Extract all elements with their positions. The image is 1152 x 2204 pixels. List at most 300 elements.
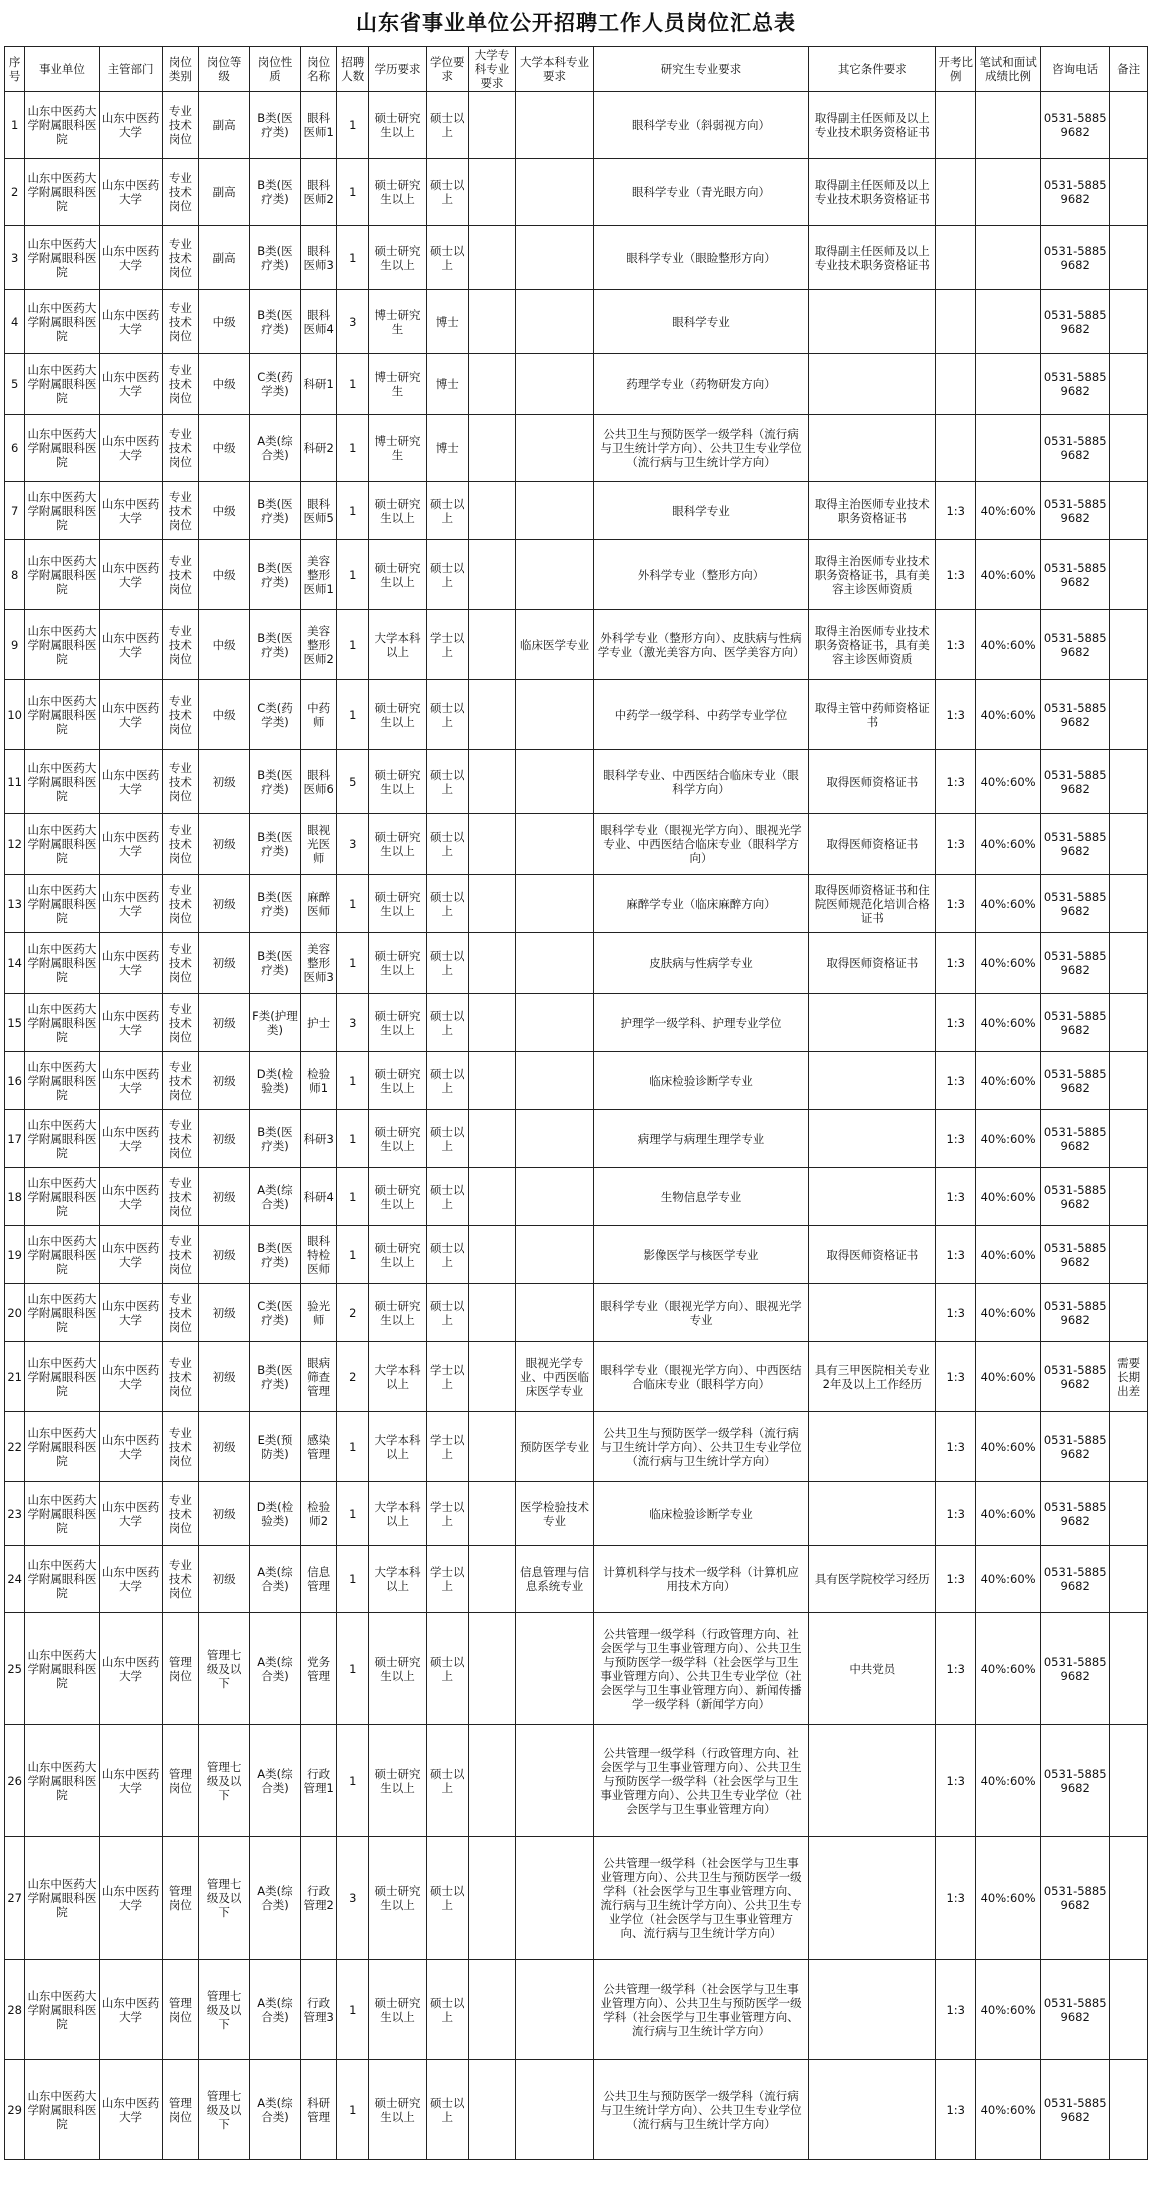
cell-degree: 硕士以上 xyxy=(426,482,468,540)
cell-other-requirements: 取得医师资格证书 xyxy=(809,814,936,875)
cell-level: 初级 xyxy=(199,994,250,1052)
cell-bachelor-major xyxy=(516,1168,593,1226)
cell-degree: 学士以上 xyxy=(426,1412,468,1482)
cell-college-major xyxy=(468,92,516,159)
cell-bachelor-major xyxy=(516,814,593,875)
cell-note xyxy=(1110,1837,1148,1960)
cell-exam-ratio: 1:3 xyxy=(936,1110,976,1168)
cell-dept: 山东中医药大学 xyxy=(99,92,162,159)
cell-nature: B类(医疗类) xyxy=(250,226,301,290)
cell-note xyxy=(1110,680,1148,750)
cell-dept: 山东中医药大学 xyxy=(99,1168,162,1226)
cell-score-ratio: 40%:60% xyxy=(976,1546,1041,1613)
cell-score-ratio: 40%:60% xyxy=(976,610,1041,680)
col-header-no: 序号 xyxy=(5,47,25,92)
cell-exam-ratio: 1:3 xyxy=(936,482,976,540)
cell-level: 中级 xyxy=(199,610,250,680)
cell-level: 初级 xyxy=(199,1284,250,1342)
table-row xyxy=(5,1110,1148,1168)
cell-count: 1 xyxy=(337,1168,369,1226)
cell-college-major xyxy=(468,1837,516,1960)
cell-score-ratio: 40%:60% xyxy=(976,1226,1041,1284)
cell-graduate-major: 公共卫生与预防医学一级学科（流行病与卫生统计学方向）、公共卫生专业学位（流行病与卫生统计学方向） xyxy=(593,1412,809,1482)
cell-dept: 山东中医药大学 xyxy=(99,482,162,540)
cell-phone: 0531-58859682 xyxy=(1041,540,1110,610)
cell-bachelor-major xyxy=(516,415,593,482)
cell-score-ratio: 40%:60% xyxy=(976,1960,1041,2060)
cell-education: 大学本科以上 xyxy=(368,610,426,680)
cell-education: 硕士研究生以上 xyxy=(368,680,426,750)
cell-degree: 博士 xyxy=(426,415,468,482)
cell-position-name: 美容整形医师2 xyxy=(300,610,337,680)
cell-exam-ratio: 1:3 xyxy=(936,1052,976,1110)
cell-exam-ratio: 1:3 xyxy=(936,1412,976,1482)
cell-education: 硕士研究生以上 xyxy=(368,92,426,159)
table-row xyxy=(5,750,1148,814)
table-row xyxy=(5,354,1148,415)
cell-other-requirements xyxy=(809,1284,936,1342)
cell-no: 18 xyxy=(5,1168,25,1226)
cell-degree: 硕士以上 xyxy=(426,1110,468,1168)
cell-college-major xyxy=(468,1284,516,1342)
cell-count: 1 xyxy=(337,1960,369,2060)
cell-nature: A类(综合类) xyxy=(250,2060,301,2160)
table-body xyxy=(5,92,1148,2160)
cell-note xyxy=(1110,540,1148,610)
cell-note xyxy=(1110,415,1148,482)
cell-note xyxy=(1110,814,1148,875)
cell-phone: 0531-58859682 xyxy=(1041,2060,1110,2160)
cell-other-requirements xyxy=(809,1837,936,1960)
cell-graduate-major: 公共管理一级学科（社会医学与卫生事业管理方向）、公共卫生与预防医学一级学科（社会医学与卫生事业管理方向、流行病与卫生统计学方向） xyxy=(593,1960,809,2060)
col-header-count: 招聘人数 xyxy=(337,47,369,92)
cell-no: 10 xyxy=(5,680,25,750)
cell-bachelor-major xyxy=(516,226,593,290)
table-row xyxy=(5,2060,1148,2160)
cell-level: 中级 xyxy=(199,290,250,354)
cell-dept: 山东中医药大学 xyxy=(99,680,162,750)
cell-unit: 山东中医药大学附属眼科医院 xyxy=(25,680,99,750)
cell-level: 中级 xyxy=(199,415,250,482)
cell-score-ratio xyxy=(976,415,1041,482)
cell-bachelor-major xyxy=(516,994,593,1052)
cell-other-requirements: 取得主治医师专业技术职务资格证书，具有美容主诊医师资质 xyxy=(809,540,936,610)
col-header-level: 岗位等级 xyxy=(199,47,250,92)
cell-other-requirements: 具有三甲医院相关专业2年及以上工作经历 xyxy=(809,1342,936,1412)
cell-note xyxy=(1110,994,1148,1052)
table-row xyxy=(5,1613,1148,1725)
cell-bachelor-major xyxy=(516,1837,593,1960)
cell-graduate-major: 眼科学专业、中西医结合临床专业（眼科学方向） xyxy=(593,750,809,814)
cell-count: 3 xyxy=(337,994,369,1052)
cell-exam-ratio: 1:3 xyxy=(936,1613,976,1725)
cell-no: 9 xyxy=(5,610,25,680)
cell-count: 3 xyxy=(337,1837,369,1960)
cell-level: 副高 xyxy=(199,92,250,159)
cell-degree: 硕士以上 xyxy=(426,1725,468,1837)
cell-count: 1 xyxy=(337,1110,369,1168)
cell-graduate-major: 眼科学专业 xyxy=(593,482,809,540)
cell-other-requirements: 取得主治医师专业技术职务资格证书，具有美容主诊医师资质 xyxy=(809,610,936,680)
cell-score-ratio: 40%:60% xyxy=(976,814,1041,875)
cell-no: 1 xyxy=(5,92,25,159)
cell-bachelor-major xyxy=(516,92,593,159)
cell-bachelor-major xyxy=(516,680,593,750)
cell-education: 大学本科以上 xyxy=(368,1412,426,1482)
cell-no: 29 xyxy=(5,2060,25,2160)
cell-score-ratio: 40%:60% xyxy=(976,680,1041,750)
cell-exam-ratio: 1:3 xyxy=(936,994,976,1052)
cell-college-major xyxy=(468,750,516,814)
cell-college-major xyxy=(468,482,516,540)
table-row xyxy=(5,1546,1148,1613)
cell-dept: 山东中医药大学 xyxy=(99,1613,162,1725)
cell-nature: B类(医疗类) xyxy=(250,1226,301,1284)
cell-level: 初级 xyxy=(199,814,250,875)
cell-education: 硕士研究生以上 xyxy=(368,226,426,290)
cell-note xyxy=(1110,482,1148,540)
cell-degree: 硕士以上 xyxy=(426,2060,468,2160)
cell-note xyxy=(1110,226,1148,290)
cell-college-major xyxy=(468,1052,516,1110)
cell-no: 4 xyxy=(5,290,25,354)
cell-graduate-major: 公共卫生与预防医学一级学科（流行病与卫生统计学方向）、公共卫生专业学位（流行病与卫生统计学方向） xyxy=(593,2060,809,2160)
cell-phone: 0531-58859682 xyxy=(1041,1613,1110,1725)
cell-education: 硕士研究生以上 xyxy=(368,1168,426,1226)
cell-bachelor-major xyxy=(516,482,593,540)
cell-nature: B类(医疗类) xyxy=(250,290,301,354)
table-row xyxy=(5,226,1148,290)
table-row xyxy=(5,1960,1148,2060)
cell-count: 2 xyxy=(337,1342,369,1412)
cell-no: 23 xyxy=(5,1482,25,1546)
cell-nature: A类(综合类) xyxy=(250,415,301,482)
cell-score-ratio: 40%:60% xyxy=(976,1613,1041,1725)
cell-note xyxy=(1110,933,1148,994)
cell-other-requirements: 中共党员 xyxy=(809,1613,936,1725)
cell-no: 3 xyxy=(5,226,25,290)
cell-college-major xyxy=(468,290,516,354)
cell-bachelor-major xyxy=(516,1284,593,1342)
cell-bachelor-major xyxy=(516,875,593,933)
cell-count: 5 xyxy=(337,750,369,814)
cell-category: 专业技术岗位 xyxy=(162,814,199,875)
cell-score-ratio: 40%:60% xyxy=(976,1052,1041,1110)
cell-nature: A类(综合类) xyxy=(250,1546,301,1613)
cell-education: 硕士研究生以上 xyxy=(368,2060,426,2160)
cell-position-name: 眼科特检医师 xyxy=(300,1226,337,1284)
cell-no: 15 xyxy=(5,994,25,1052)
cell-degree: 硕士以上 xyxy=(426,994,468,1052)
cell-unit: 山东中医药大学附属眼科医院 xyxy=(25,1837,99,1960)
cell-score-ratio: 40%:60% xyxy=(976,482,1041,540)
cell-other-requirements xyxy=(809,1052,936,1110)
cell-dept: 山东中医药大学 xyxy=(99,814,162,875)
cell-dept: 山东中医药大学 xyxy=(99,1482,162,1546)
col-header-college-major: 大学专科专业要求 xyxy=(468,47,516,92)
cell-position-name: 科研4 xyxy=(300,1168,337,1226)
cell-education: 大学本科以上 xyxy=(368,1342,426,1412)
cell-dept: 山东中医药大学 xyxy=(99,226,162,290)
cell-exam-ratio: 1:3 xyxy=(936,1837,976,1960)
cell-unit: 山东中医药大学附属眼科医院 xyxy=(25,750,99,814)
col-header-phone: 咨询电话 xyxy=(1041,47,1110,92)
cell-education: 博士研究生 xyxy=(368,415,426,482)
cell-no: 22 xyxy=(5,1412,25,1482)
page-title: 山东省事业单位公开招聘工作人员岗位汇总表 xyxy=(356,11,796,35)
cell-education: 硕士研究生以上 xyxy=(368,1110,426,1168)
positions-table xyxy=(4,46,1148,2160)
cell-education: 硕士研究生以上 xyxy=(368,994,426,1052)
cell-phone: 0531-58859682 xyxy=(1041,1482,1110,1546)
cell-category: 专业技术岗位 xyxy=(162,1052,199,1110)
cell-position-name: 眼科医师2 xyxy=(300,159,337,226)
cell-bachelor-major xyxy=(516,1613,593,1725)
cell-count: 2 xyxy=(337,1284,369,1342)
cell-count: 1 xyxy=(337,875,369,933)
cell-category: 管理岗位 xyxy=(162,1725,199,1837)
cell-degree: 硕士以上 xyxy=(426,814,468,875)
cell-position-name: 护士 xyxy=(300,994,337,1052)
cell-dept: 山东中医药大学 xyxy=(99,1412,162,1482)
cell-degree: 硕士以上 xyxy=(426,1837,468,1960)
cell-education: 硕士研究生以上 xyxy=(368,933,426,994)
cell-phone: 0531-58859682 xyxy=(1041,933,1110,994)
cell-graduate-major: 药理学专业（药物研发方向） xyxy=(593,354,809,415)
cell-college-major xyxy=(468,1412,516,1482)
cell-nature: B类(医疗类) xyxy=(250,159,301,226)
cell-graduate-major: 眼科学专业（青光眼方向） xyxy=(593,159,809,226)
cell-no: 8 xyxy=(5,540,25,610)
cell-degree: 博士 xyxy=(426,354,468,415)
cell-score-ratio xyxy=(976,159,1041,226)
cell-note: 需要长期出差 xyxy=(1110,1342,1148,1412)
cell-college-major xyxy=(468,1960,516,2060)
cell-graduate-major: 外科学专业（整形方向） xyxy=(593,540,809,610)
cell-graduate-major: 中药学一级学科、中药学专业学位 xyxy=(593,680,809,750)
cell-dept: 山东中医药大学 xyxy=(99,1110,162,1168)
cell-degree: 硕士以上 xyxy=(426,875,468,933)
col-header-bachelor-major: 大学本科专业要求 xyxy=(516,47,593,92)
cell-note xyxy=(1110,354,1148,415)
cell-college-major xyxy=(468,610,516,680)
col-header-dept: 主管部门 xyxy=(99,47,162,92)
cell-other-requirements xyxy=(809,994,936,1052)
cell-education: 硕士研究生以上 xyxy=(368,750,426,814)
cell-level: 中级 xyxy=(199,540,250,610)
cell-category: 专业技术岗位 xyxy=(162,226,199,290)
table-row xyxy=(5,1837,1148,1960)
cell-count: 1 xyxy=(337,1052,369,1110)
cell-position-name: 感染管理 xyxy=(300,1412,337,1482)
cell-count: 1 xyxy=(337,1546,369,1613)
cell-note xyxy=(1110,1284,1148,1342)
cell-degree: 博士 xyxy=(426,290,468,354)
cell-phone: 0531-58859682 xyxy=(1041,482,1110,540)
cell-position-name: 行政管理3 xyxy=(300,1960,337,2060)
cell-position-name: 信息管理 xyxy=(300,1546,337,1613)
cell-college-major xyxy=(468,1725,516,1837)
cell-phone: 0531-58859682 xyxy=(1041,415,1110,482)
cell-phone: 0531-58859682 xyxy=(1041,875,1110,933)
cell-count: 1 xyxy=(337,933,369,994)
cell-level: 初级 xyxy=(199,875,250,933)
cell-unit: 山东中医药大学附属眼科医院 xyxy=(25,875,99,933)
cell-note xyxy=(1110,2060,1148,2160)
cell-count: 1 xyxy=(337,354,369,415)
cell-exam-ratio: 1:3 xyxy=(936,610,976,680)
cell-no: 20 xyxy=(5,1284,25,1342)
cell-note xyxy=(1110,1052,1148,1110)
cell-graduate-major: 眼科学专业（眼睑整形方向） xyxy=(593,226,809,290)
cell-level: 初级 xyxy=(199,1226,250,1284)
cell-bachelor-major xyxy=(516,2060,593,2160)
cell-dept: 山东中医药大学 xyxy=(99,1837,162,1960)
table-row xyxy=(5,933,1148,994)
col-header-unit: 事业单位 xyxy=(25,47,99,92)
cell-college-major xyxy=(468,994,516,1052)
cell-nature: B类(医疗类) xyxy=(250,610,301,680)
cell-other-requirements: 取得副主任医师及以上专业技术职务资格证书 xyxy=(809,226,936,290)
cell-no: 16 xyxy=(5,1052,25,1110)
cell-bachelor-major xyxy=(516,933,593,994)
cell-count: 1 xyxy=(337,226,369,290)
cell-dept: 山东中医药大学 xyxy=(99,610,162,680)
cell-score-ratio: 40%:60% xyxy=(976,1284,1041,1342)
table-row xyxy=(5,482,1148,540)
cell-level: 初级 xyxy=(199,1168,250,1226)
cell-level: 初级 xyxy=(199,1412,250,1482)
cell-dept: 山东中医药大学 xyxy=(99,1960,162,2060)
cell-graduate-major: 眼科学专业（眼视光学方向）、眼视光学专业 xyxy=(593,1284,809,1342)
cell-other-requirements: 取得医师资格证书和住院医师规范化培训合格证书 xyxy=(809,875,936,933)
cell-graduate-major: 病理学与病理生理学专业 xyxy=(593,1110,809,1168)
cell-count: 1 xyxy=(337,1412,369,1482)
cell-nature: D类(检验类) xyxy=(250,1482,301,1546)
cell-unit: 山东中医药大学附属眼科医院 xyxy=(25,1226,99,1284)
cell-unit: 山东中医药大学附属眼科医院 xyxy=(25,1110,99,1168)
col-header-score-ratio: 笔试和面试成绩比例 xyxy=(976,47,1041,92)
table-row xyxy=(5,1725,1148,1837)
cell-other-requirements xyxy=(809,1482,936,1546)
cell-other-requirements xyxy=(809,2060,936,2160)
cell-education: 硕士研究生以上 xyxy=(368,1284,426,1342)
cell-graduate-major: 生物信息学专业 xyxy=(593,1168,809,1226)
cell-other-requirements xyxy=(809,1412,936,1482)
cell-no: 27 xyxy=(5,1837,25,1960)
cell-education: 硕士研究生以上 xyxy=(368,814,426,875)
cell-college-major xyxy=(468,1110,516,1168)
cell-education: 硕士研究生以上 xyxy=(368,482,426,540)
cell-phone: 0531-58859682 xyxy=(1041,814,1110,875)
cell-no: 12 xyxy=(5,814,25,875)
cell-category: 管理岗位 xyxy=(162,1960,199,2060)
cell-degree: 硕士以上 xyxy=(426,1284,468,1342)
cell-college-major xyxy=(468,875,516,933)
cell-nature: A类(综合类) xyxy=(250,1613,301,1725)
cell-no: 2 xyxy=(5,159,25,226)
cell-bachelor-major xyxy=(516,1226,593,1284)
cell-college-major xyxy=(468,933,516,994)
cell-position-name: 美容整形医师3 xyxy=(300,933,337,994)
cell-other-requirements xyxy=(809,354,936,415)
cell-no: 11 xyxy=(5,750,25,814)
cell-nature: E类(预防类) xyxy=(250,1412,301,1482)
table-row xyxy=(5,415,1148,482)
cell-unit: 山东中医药大学附属眼科医院 xyxy=(25,1168,99,1226)
cell-bachelor-major xyxy=(516,750,593,814)
cell-college-major xyxy=(468,159,516,226)
cell-nature: A类(综合类) xyxy=(250,1168,301,1226)
cell-no: 19 xyxy=(5,1226,25,1284)
cell-graduate-major: 麻醉学专业（临床麻醉方向） xyxy=(593,875,809,933)
cell-phone: 0531-58859682 xyxy=(1041,1342,1110,1412)
cell-level: 初级 xyxy=(199,933,250,994)
cell-count: 1 xyxy=(337,2060,369,2160)
cell-college-major xyxy=(468,354,516,415)
cell-college-major xyxy=(468,1546,516,1613)
cell-dept: 山东中医药大学 xyxy=(99,1052,162,1110)
cell-degree: 硕士以上 xyxy=(426,1168,468,1226)
cell-other-requirements xyxy=(809,1725,936,1837)
table-row xyxy=(5,92,1148,159)
col-header-note: 备注 xyxy=(1110,47,1148,92)
cell-nature: B类(医疗类) xyxy=(250,482,301,540)
cell-category: 专业技术岗位 xyxy=(162,1284,199,1342)
cell-unit: 山东中医药大学附属眼科医院 xyxy=(25,933,99,994)
cell-note xyxy=(1110,1482,1148,1546)
cell-bachelor-major xyxy=(516,1725,593,1837)
cell-college-major xyxy=(468,1342,516,1412)
table-row xyxy=(5,1482,1148,1546)
cell-score-ratio: 40%:60% xyxy=(976,994,1041,1052)
cell-exam-ratio: 1:3 xyxy=(936,814,976,875)
cell-phone: 0531-58859682 xyxy=(1041,226,1110,290)
table-row xyxy=(5,875,1148,933)
cell-score-ratio: 40%:60% xyxy=(976,2060,1041,2160)
cell-category: 专业技术岗位 xyxy=(162,1546,199,1613)
cell-nature: D类(检验类) xyxy=(250,1052,301,1110)
cell-level: 管理七级及以下 xyxy=(199,1837,250,1960)
cell-bachelor-major xyxy=(516,1052,593,1110)
cell-count: 1 xyxy=(337,1613,369,1725)
cell-phone: 0531-58859682 xyxy=(1041,680,1110,750)
cell-unit: 山东中医药大学附属眼科医院 xyxy=(25,1052,99,1110)
cell-level: 管理七级及以下 xyxy=(199,1960,250,2060)
cell-nature: C类(医疗类) xyxy=(250,1284,301,1342)
table-row xyxy=(5,290,1148,354)
cell-college-major xyxy=(468,680,516,750)
cell-position-name: 检验师2 xyxy=(300,1482,337,1546)
cell-education: 硕士研究生以上 xyxy=(368,1613,426,1725)
cell-unit: 山东中医药大学附属眼科医院 xyxy=(25,92,99,159)
cell-other-requirements xyxy=(809,1110,936,1168)
cell-college-major xyxy=(468,1482,516,1546)
cell-education: 硕士研究生以上 xyxy=(368,1837,426,1960)
table-row xyxy=(5,1052,1148,1110)
cell-other-requirements xyxy=(809,1168,936,1226)
cell-level: 中级 xyxy=(199,482,250,540)
cell-score-ratio: 40%:60% xyxy=(976,875,1041,933)
cell-count: 1 xyxy=(337,1482,369,1546)
cell-no: 13 xyxy=(5,875,25,933)
cell-level: 初级 xyxy=(199,1052,250,1110)
cell-category: 管理岗位 xyxy=(162,1837,199,1960)
cell-exam-ratio xyxy=(936,92,976,159)
cell-count: 1 xyxy=(337,159,369,226)
table-row xyxy=(5,540,1148,610)
cell-college-major xyxy=(468,415,516,482)
